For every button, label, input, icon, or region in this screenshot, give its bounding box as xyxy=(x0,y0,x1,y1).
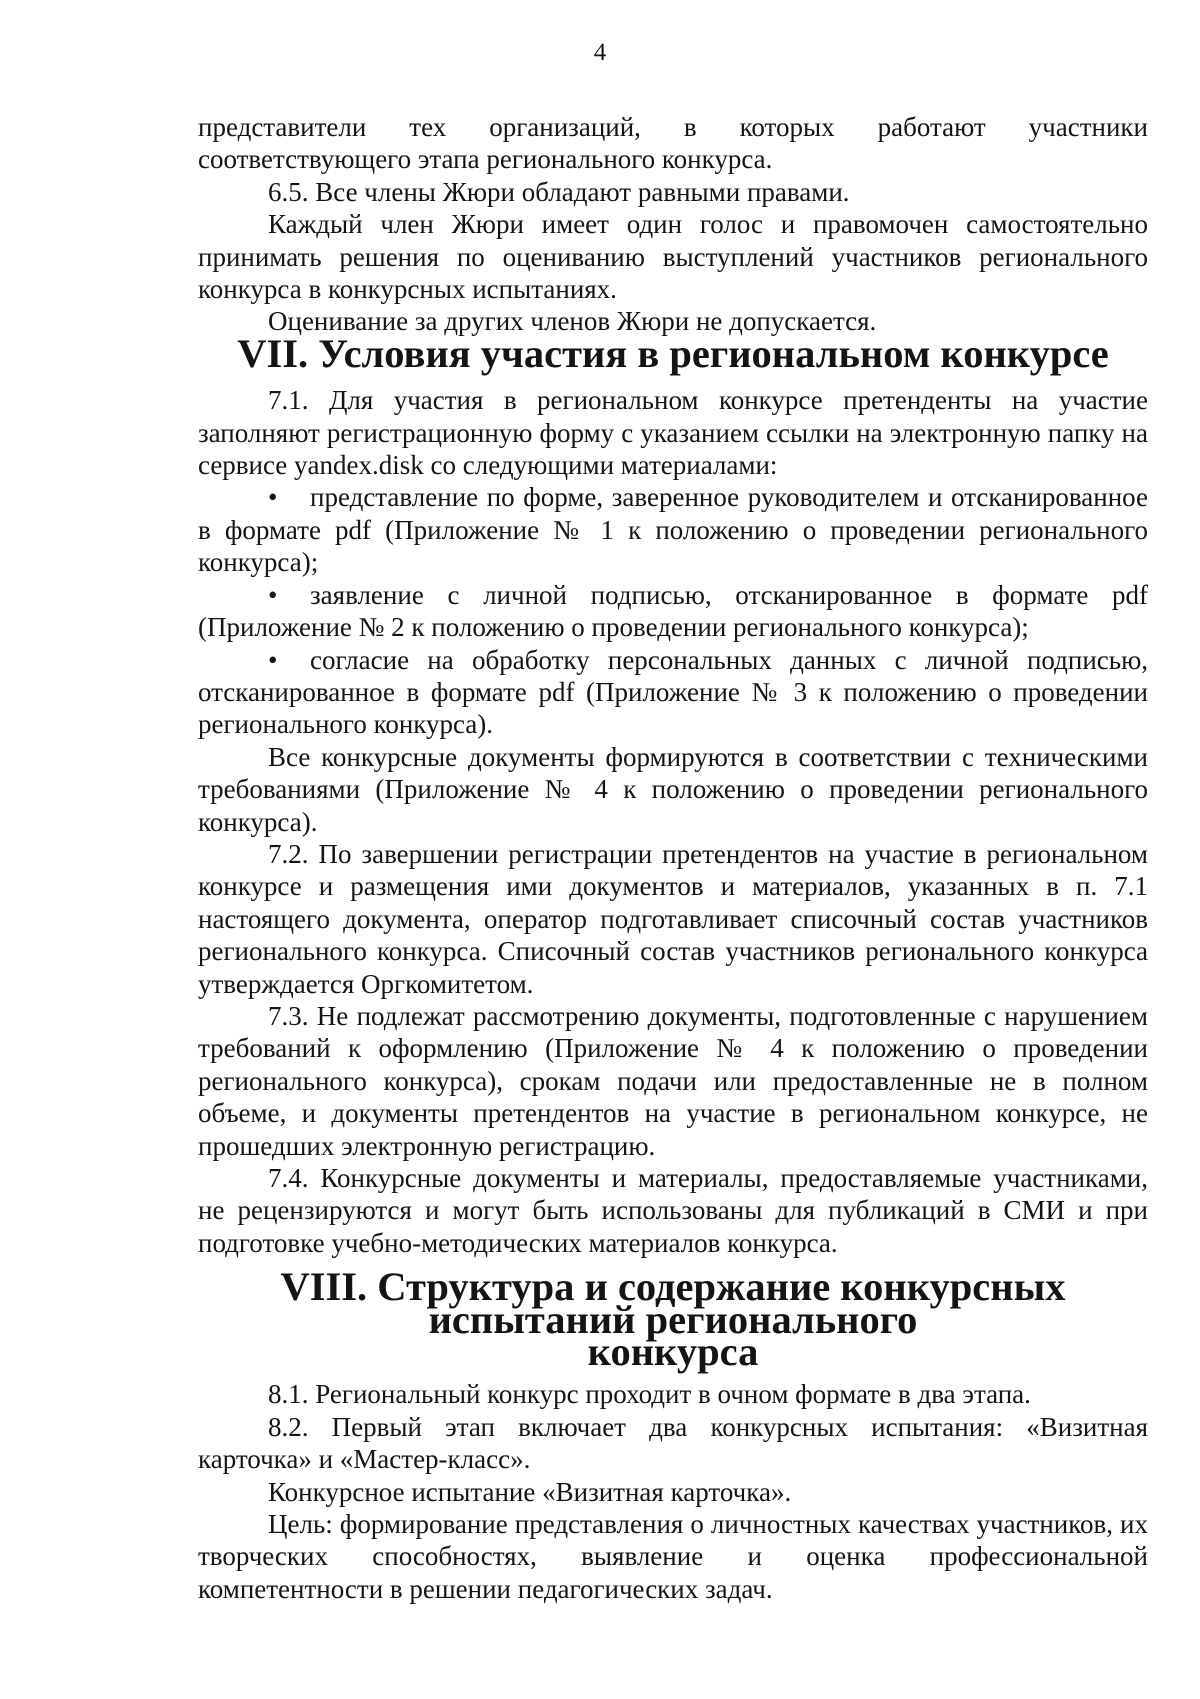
bullet-item xyxy=(198,579,1148,644)
paragraph-goal: Цель: формирование представления о личностных качествах участников, их творческих способностях, выявление и оценка профессиональной компетентности в решении педагогических задач. xyxy=(198,1509,1148,1604)
paragraph-jury-no-proxy: Оценивание за других членов Жюри не допускается. xyxy=(268,306,877,337)
paragraph-business-card-test: Конкурсное испытание «Визитная карточка». xyxy=(268,1476,792,1507)
paragraph-jury-representatives: представители тех организаций, в которых работают участники соответствующего этапа регионального конкурса. xyxy=(198,112,1148,175)
paragraph-7-2: 7.2. По завершении регистрации претендентов на участие в региональном конкурсе и размещения ими документов и материалов, указанных в п. 7.1 настоящего документа, оператор подготавливает списочный состав участников регионального конкурса. Списочный состав участников регионального конкурса утверждается Оргкомитетом. xyxy=(198,838,1148,999)
paragraph-7-4: 7.4. Конкурсные документы и материалы, предоставляемые участниками, не рецензируются и могут быть использованы для публикаций в СМИ и при подготовке учебно-методических материалов конкурса. xyxy=(198,1163,1148,1258)
paragraph-7-1: 7.1. Для участия в региональном конкурсе претенденты на участие заполняют регистрационную форму с указанием ссылки на электронную папку на сервисе yandex.disk со следующими материалами: xyxy=(198,385,1148,481)
paragraph-8-1: 8.1. Региональный конкурс проходит в очном формате в два этапа. xyxy=(268,1379,1031,1410)
bullet-item xyxy=(198,644,1148,741)
bullet-item xyxy=(198,481,1148,578)
paragraph-7-3: 7.3. Не подлежат рассмотрению документы, подготовленные с нарушением требований к оформлению (Приложение № 4 к положению о проведении регионального конкурса), срокам подачи или предоставленные не в полном объеме, и документы претендентов на участие в региональном конкурсе, не прошедших электронную регистрацию. xyxy=(198,1000,1148,1161)
section-7-heading: VII. Условия участия в региональном конкурсе xyxy=(237,330,1109,376)
section-8-heading xyxy=(198,1264,1148,1375)
paragraph-technical-requirements: Все конкурсные документы формируются в соответствии с техническими требованиями (Приложение № 4 к положению о проведении регионального конкурса). xyxy=(198,741,1148,837)
paragraph-8-2: 8.2. Первый этап включает два конкурсных испытания: «Визитная карточка» и «Мастер-класс». xyxy=(198,1411,1148,1475)
page-number: 4 xyxy=(593,39,607,66)
document-body xyxy=(198,111,1148,1605)
bullet-marker: • xyxy=(268,579,278,610)
bullet-text: согласие на обработку персональных данных с личной подписью, отсканированное в формате pdf (Приложение № 3 к положению о проведении регионального конкурса). xyxy=(198,644,1148,740)
section-8-heading-line1: VIII. Структура и содержание конкурсных испытаний регионального xyxy=(280,1264,1066,1342)
bullet-marker: • xyxy=(268,644,278,675)
bullet-text: представление по форме, заверенное руководителем и отсканированное в формате pdf (Приложение № 1 к положению о проведении регионального конкурса); xyxy=(198,482,1148,578)
section-8-heading-line2: конкурса xyxy=(587,1329,759,1375)
paragraph-jury-vote: Каждый член Жюри имеет один голос и правомочен самостоятельно принимать решения по оцениванию выступлений участников регионального конкурса в конкурсных испытаниях. xyxy=(198,209,1148,305)
bullet-marker: • xyxy=(268,482,278,513)
paragraph-6-5: 6.5. Все члены Жюри обладают равными правами. xyxy=(268,176,850,207)
bullet-text: заявление с личной подписью, отсканированное в формате pdf (Приложение № 2 к положению о проведении регионального конкурса); xyxy=(198,579,1148,643)
